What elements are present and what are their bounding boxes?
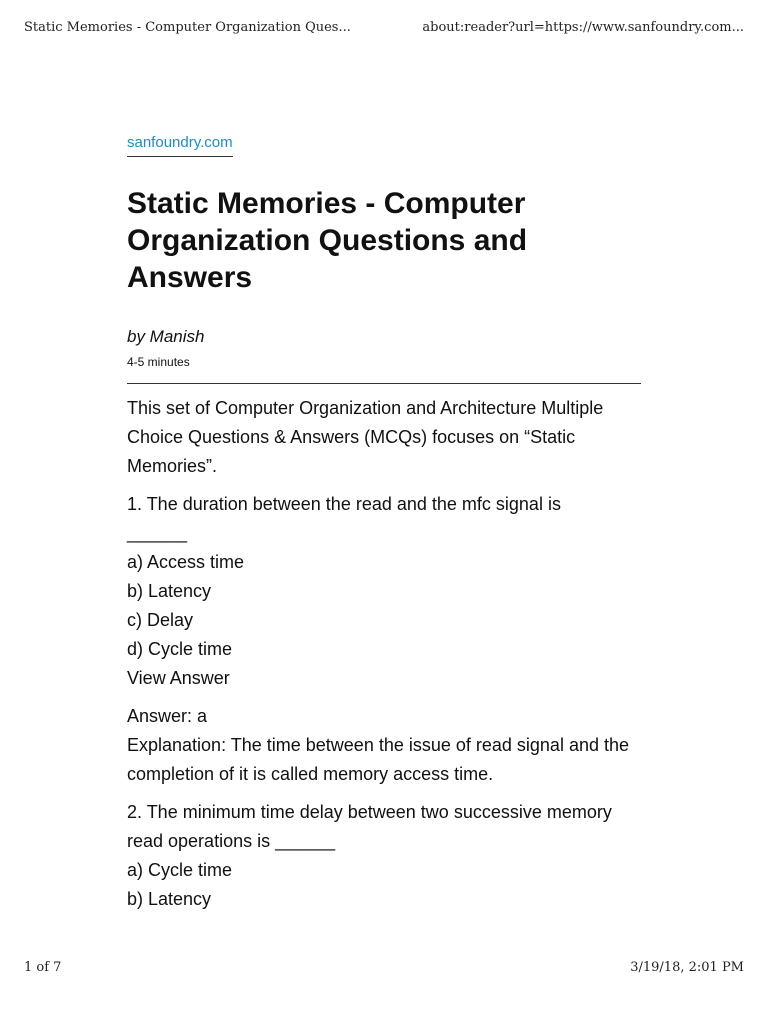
divider — [127, 383, 641, 384]
byline: by Manish — [127, 327, 205, 346]
option-1b: b) Latency — [127, 581, 212, 601]
option-1a: a) Access time — [127, 552, 245, 572]
option-1d: d) Cycle time — [127, 639, 233, 659]
explanation-1: Explanation: The time between the issue of read signal and the completion of it is called memory access time. — [127, 735, 629, 784]
page-number: 1 of 7 — [24, 960, 62, 975]
answer-1 — [127, 702, 641, 789]
print-footer — [24, 960, 744, 980]
option-1c: c) Delay — [127, 610, 194, 630]
print-header — [24, 20, 744, 40]
question-1-blank: ______ — [127, 523, 188, 543]
view-answer-link[interactable]: View Answer — [127, 668, 230, 688]
reader-article — [127, 134, 641, 923]
print-datetime: 3/19/18, 2:01 PM — [630, 960, 744, 975]
page-url: about:reader?url=https://www.sanfoundry.com... — [422, 20, 744, 35]
question-2-text: 2. The minimum time delay between two successive memory read operations is ______ — [127, 802, 612, 851]
article-content — [127, 394, 641, 914]
question-2 — [127, 798, 641, 914]
reading-time: 4-5 minutes — [127, 355, 190, 369]
option-2b: b) Latency — [127, 889, 212, 909]
question-1 — [127, 490, 641, 693]
page-title: Static Memories - Computer Organization Ques... — [24, 20, 351, 35]
answer-1-text: Answer: a — [127, 706, 208, 726]
intro-paragraph: This set of Computer Organization and Architecture Multiple Choice Questions & Answers (MCQs) focuses on “Static Memories”. — [127, 398, 604, 476]
article-title: Static Memories - Computer Organization Questions and Answers — [127, 187, 528, 294]
option-2a: a) Cycle time — [127, 860, 233, 880]
question-1-text: 1. The duration between the read and the mfc signal is — [127, 494, 561, 514]
source-domain-link[interactable]: sanfoundry.com — [127, 134, 233, 157]
